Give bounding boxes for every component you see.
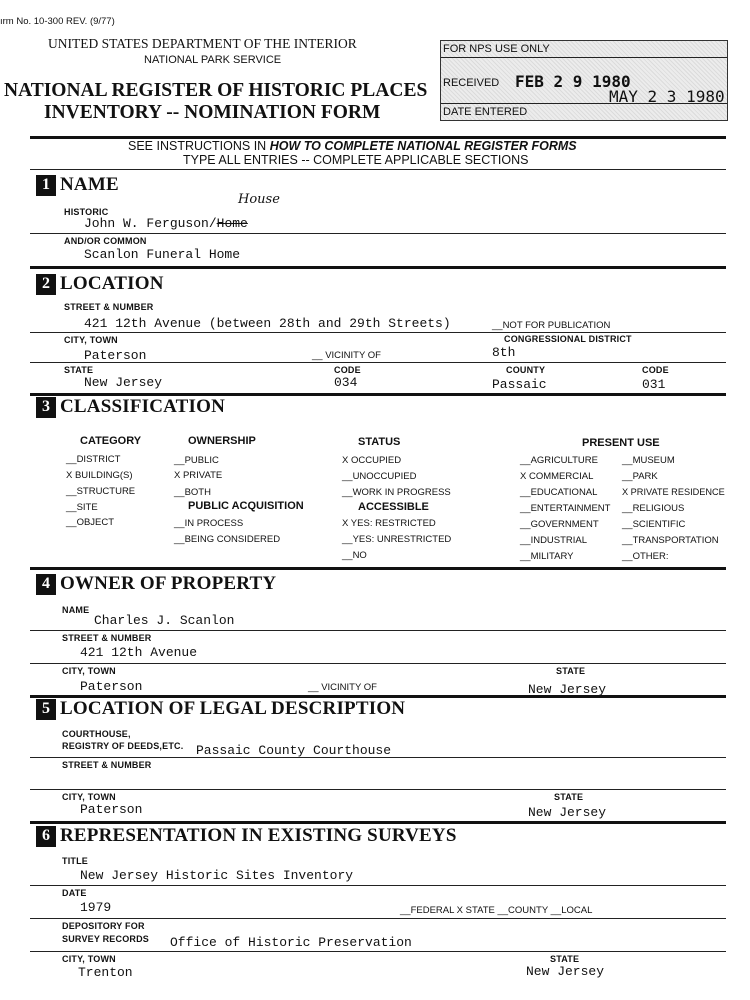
use-option: __ENTERTAINMENT bbox=[520, 503, 611, 514]
form-number: ırm No. 10-300 REV. (9/77) bbox=[0, 16, 115, 27]
received-stamp: FEB 2 9 1980 bbox=[515, 72, 631, 91]
historic-value: John W. Ferguson/Home bbox=[84, 216, 248, 231]
ownership-option: __BOTH bbox=[174, 487, 211, 498]
state-label: STATE bbox=[64, 365, 94, 375]
city-value: Paterson bbox=[84, 348, 147, 363]
legal-state-value: New Jersey bbox=[528, 805, 607, 820]
category-option: __SITE bbox=[66, 502, 98, 513]
status-option: __WORK IN PROGRESS bbox=[342, 487, 451, 498]
courthouse-value: Passaic County Courthouse bbox=[196, 743, 392, 758]
survey-city-label: CITY, TOWN bbox=[62, 954, 116, 964]
congressional-district-label: CONGRESSIONAL DISTRICT bbox=[504, 334, 632, 344]
department-name: UNITED STATES DEPARTMENT OF THE INTERIOR bbox=[48, 36, 357, 51]
legal-city-label: CITY, TOWN bbox=[62, 792, 116, 802]
owner-vicinity-of: __ VICINITY OF bbox=[308, 682, 377, 693]
owner-state-value: New Jersey bbox=[528, 682, 607, 697]
form-title-line2: INVENTORY -- NOMINATION FORM bbox=[44, 102, 381, 123]
use-option: __PARK bbox=[622, 471, 658, 482]
depository-value: Office of Historic Preservation bbox=[170, 935, 412, 950]
owner-street-label: STREET & NUMBER bbox=[62, 633, 152, 643]
category-option: __OBJECT bbox=[66, 517, 115, 528]
use-option: __MUSEUM bbox=[622, 455, 675, 466]
form-title-line1: NATIONAL REGISTER OF HISTORIC PLACES bbox=[4, 80, 428, 101]
instructions-line1: SEE INSTRUCTIONS IN HOW TO COMPLETE NATIONAL REGISTER FORMS bbox=[128, 139, 577, 153]
state-code-label: CODE bbox=[334, 365, 361, 375]
accessible-heading: ACCESSIBLE bbox=[358, 501, 429, 513]
county-code-value: 031 bbox=[642, 377, 666, 392]
acquisition-option: __BEING CONSIDERED bbox=[174, 534, 281, 545]
section-owner-header: 4 OWNER OF PROPERTY bbox=[36, 573, 276, 595]
section-classification-header: 3 CLASSIFICATION bbox=[36, 396, 225, 418]
use-option: __MILITARY bbox=[520, 551, 574, 562]
owner-city-value: Paterson bbox=[80, 679, 143, 694]
depository-label: DEPOSITORY FOR bbox=[62, 921, 145, 931]
use-option: __EDUCATIONAL bbox=[520, 487, 598, 498]
not-for-publication: __NOT FOR PUBLICATION bbox=[492, 320, 611, 331]
section-location-header: 2 LOCATION bbox=[36, 273, 164, 295]
public-acquisition-heading: PUBLIC ACQUISITION bbox=[188, 500, 304, 512]
category-option: __DISTRICT bbox=[66, 454, 121, 465]
city-label: CITY, TOWN bbox=[64, 335, 118, 345]
category-option: X BUILDING(S) bbox=[66, 470, 133, 481]
survey-state-value: New Jersey bbox=[526, 964, 605, 979]
status-option: X OCCUPIED bbox=[342, 455, 402, 466]
state-value: New Jersey bbox=[84, 375, 163, 390]
street-label: STREET & NUMBER bbox=[64, 302, 154, 312]
survey-date-value: 1979 bbox=[80, 900, 112, 915]
present-use-heading: PRESENT USE bbox=[582, 437, 660, 449]
section-name-header: 1 NAME bbox=[36, 174, 119, 196]
street-value: 421 12th Avenue (between 28th and 29th Streets) bbox=[84, 316, 451, 331]
accessible-option: __YES: UNRESTRICTED bbox=[342, 534, 452, 545]
accessible-option: X YES: RESTRICTED bbox=[342, 518, 436, 529]
common-name-label: AND/OR COMMON bbox=[64, 236, 147, 246]
section-surveys-header: 6 REPRESENTATION IN EXISTING SURVEYS bbox=[36, 825, 457, 847]
use-option: __INDUSTRIAL bbox=[520, 535, 588, 546]
common-name-value: Scanlon Funeral Home bbox=[84, 247, 241, 262]
use-option: __OTHER: bbox=[622, 551, 669, 562]
ownership-option: X PRIVATE bbox=[174, 470, 223, 481]
category-option: __STRUCTURE bbox=[66, 486, 136, 497]
owner-name-value: Charles J. Scanlon bbox=[94, 613, 235, 628]
county-code-label: CODE bbox=[642, 365, 669, 375]
owner-street-value: 421 12th Avenue bbox=[80, 645, 198, 660]
historic-label: HISTORIC bbox=[64, 207, 109, 217]
service-name: NATIONAL PARK SERVICE bbox=[144, 54, 282, 66]
survey-state-label: STATE bbox=[550, 954, 580, 964]
legal-street-label: STREET & NUMBER bbox=[62, 760, 152, 770]
handwritten-correction: House bbox=[238, 192, 280, 207]
state-code-value: 034 bbox=[334, 375, 358, 390]
use-option: __TRANSPORTATION bbox=[622, 535, 719, 546]
ownership-heading: OWNERSHIP bbox=[188, 435, 256, 447]
vicinity-of: __ VICINITY OF bbox=[312, 350, 381, 361]
county-label: COUNTY bbox=[506, 365, 546, 375]
survey-title-label: TITLE bbox=[62, 856, 88, 866]
congressional-district-value: 8th bbox=[492, 345, 516, 360]
survey-date-label: DATE bbox=[62, 888, 87, 898]
nps-use-box bbox=[440, 40, 728, 121]
registry-label: REGISTRY OF DEEDS,ETC. bbox=[62, 741, 184, 751]
accessible-option: __NO bbox=[342, 550, 367, 561]
instructions-line2: TYPE ALL ENTRIES -- COMPLETE APPLICABLE SECTIONS bbox=[183, 153, 529, 167]
status-heading: STATUS bbox=[358, 436, 401, 448]
date-entered-label: DATE ENTERED bbox=[443, 106, 528, 118]
survey-city-value: Trenton bbox=[78, 965, 133, 980]
acquisition-option: __IN PROCESS bbox=[174, 518, 244, 529]
section-legal-header: 5 LOCATION OF LEGAL DESCRIPTION bbox=[36, 698, 405, 720]
owner-name-label: NAME bbox=[62, 605, 90, 615]
date-entered-stamp: MAY 2 3 1980 bbox=[609, 87, 725, 106]
legal-state-label: STATE bbox=[554, 792, 584, 802]
survey-title-value: New Jersey Historic Sites Inventory bbox=[80, 868, 354, 883]
use-option: __SCIENTIFIC bbox=[622, 519, 686, 530]
use-option: X COMMERCIAL bbox=[520, 471, 594, 482]
received-label: RECEIVED bbox=[443, 77, 500, 89]
county-value: Passaic bbox=[492, 377, 547, 392]
owner-state-label: STATE bbox=[556, 666, 586, 676]
category-heading: CATEGORY bbox=[80, 435, 142, 447]
survey-levels: __FEDERAL X STATE __COUNTY __LOCAL bbox=[400, 905, 593, 916]
status-option: __UNOCCUPIED bbox=[342, 471, 417, 482]
use-option: __AGRICULTURE bbox=[520, 455, 598, 466]
ownership-option: __PUBLIC bbox=[174, 455, 219, 466]
courthouse-label: COURTHOUSE, bbox=[62, 729, 131, 739]
survey-records-label: SURVEY RECORDS bbox=[62, 934, 149, 944]
nps-label: FOR NPS USE ONLY bbox=[443, 43, 550, 55]
use-option: __GOVERNMENT bbox=[520, 519, 599, 530]
owner-city-label: CITY, TOWN bbox=[62, 666, 116, 676]
use-option: X PRIVATE RESIDENCE bbox=[622, 487, 725, 497]
legal-city-value: Paterson bbox=[80, 802, 143, 817]
use-option: __RELIGIOUS bbox=[622, 503, 685, 514]
